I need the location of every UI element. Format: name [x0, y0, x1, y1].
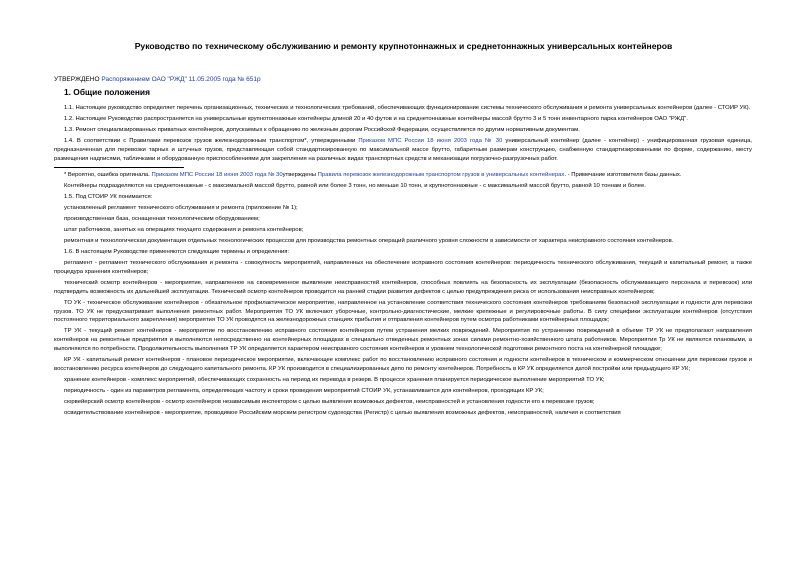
- footnote-divider: [54, 167, 184, 168]
- paragraph-1-5: 1.5. Под СТОИР УК понимается:: [64, 194, 153, 201]
- term-to-uk: ТО УК - техническое обслуживание контейнеров - обязательное профилактическое мероприятие, направленное на установление соответствия технического состояния контейнеров требованиям безопасной эксплуатации и годности для перевозки грузов. ТО УК не предусматривает выполнения ремонтных работ. Мероприятия ТО УК включают уборочные, контрольно-диагностические, мелкие крепежные и регулировочные работы. В силу специфики эксплуатации контейнеров (отсутствия постоянного территориального закрепления) мероприятия ТО УК проводятся на железнодорожных станциях прибытия и отправления контейнеров путем осмотра работниками контейнерных площадок;: [54, 299, 752, 324]
- footnote-text-1: * Вероятно, ошибка оригинала.: [64, 172, 152, 179]
- section-heading: 1. Общие положения: [64, 87, 150, 97]
- term-survey: сюрвейерский осмотр контейнеров - осмотр контейнеров независимым инспектором с целью выявления возможных дефектов, неисправностей и установления годности его к перевозке грузов;: [64, 398, 595, 405]
- paragraph-1-3: 1.3. Ремонт специализированных приватных контейнеров, допускаемых к обращению по железным дорогам Российской Федерации, осуществляется по другим нормативным документам.: [64, 126, 580, 133]
- term-periodicity: периодичность - один из параметров регламента, определяющих частоту и сроки проведения мероприятий СТОИР УК, устанавливается для контейнеров, проходящих КР УК;: [64, 387, 544, 394]
- paragraph-1-6: 1.6. В настоящем Руководстве применяются следующие термины и определения:: [64, 249, 290, 256]
- list-item-documentation: ремонтная и технологическая документация отдельных технологических процессов для производства ремонтных операций различного уровня сложности в зависимости от характера неисправного состояния контейнеров.: [64, 238, 674, 245]
- approval-order-link[interactable]: Распоряжением ОАО "РЖД" 11.05.2005 года № 651р: [101, 76, 261, 83]
- term-kr-uk: КР УК - капитальный ремонт контейнеров - плановое периодическое мероприятие, включающее комплекс работ по восстановлению исправного состояния и годности контейнеров в техническом и коммерческом отношении для перевозки грузов и восстановлению ресурса контейнеров до следующего капитального ремонта. КР УК производится в специализированных депо по ремонту контейнеров. Потребность в КР УК определяется датой постройки или предыдущего КР УК;: [54, 356, 752, 372]
- approval-prefix: УТВЕРЖДЕНО: [54, 76, 102, 83]
- paragraph-1-1: 1.1. Настоящее руководство определяет перечень организационных, технических и технологических требований, обеспечивающих функционирование системы технического обслуживания и ремонта универсальных контейнеров (далее - СТОИР УК).: [64, 105, 751, 111]
- paragraph-classes: Контейнеры подразделяются на среднетоннажные - с максимальной массой брутто, равной или более 3 тонн, но меньше 10 тонн, и крупнотоннажные - с максимальной массой брутто, равной 10 тоннам и более.: [64, 183, 646, 190]
- paragraph-1-4-start: 1.4. В соответствии с Правилами перевозок грузов железнодорожным транспортом*, утвержденными: [64, 137, 359, 144]
- footnote-order-link[interactable]: Приказом МПС России 18 июня 2003 года № 30: [151, 172, 283, 179]
- term-tr-uk: ТР УК - текущий ремонт контейнеров - мероприятие по восстановлению исправного состояния контейнеров путем устранения мелких повреждений. Мероприятия по устранению повреждений в объеме ТР УК не предполагают направления контейнеров на ремонтные предприятия и выполняются непосредственно на контейнерных площадках в специально отведенных ремонтных зонах силами ремонтно-хозяйственного штата работников. Мероприятия Тр УК не являются плановыми, а выполняются по потребности. Продолжительность выполнения ТР УК определяется характером неисправного состояния контейнеров и уровнем технологической подготовки ремонтного поста на контейнерной площадке;: [54, 328, 752, 352]
- paragraph-1-4-end: универсальный контейнер (далее - контейнер) - унифицированная грузовая единица, предназначенная для перевозки тарных и штучных грузов, представляющая собой стандартизированную по максимальной массе брутто, габаритным размерам конструкцию, снабженную стандартизированными по форме, содержанию, месту размещения надписями, табличками и оборудованную приспособлениями для закрепления на различных видах транспортных средств и механизации погрузочно-разгрузочных работ.: [54, 137, 753, 162]
- list-item-staff: штат работников, занятых на операциях текущего содержания и ремонта контейнеров;: [64, 227, 304, 234]
- list-item-base: производственная база, оснащенная технологическим оборудованием;: [64, 216, 260, 223]
- document-title: Руководство по техническому обслуживанию и ремонту крупнотоннажных и среднетоннажных универсальных контейнеров: [134, 41, 673, 51]
- paragraph-1-4: [54, 137, 752, 163]
- term-certification: освидетельствование контейнеров - мероприятие, проводимое Российским морским регистром судоходства (Регистр) с целью выявления возможных дефектов, неисправностей, наличия и соответствия: [64, 409, 621, 416]
- term-storage: хранение контейнеров - комплекс мероприятий, обеспечивающих сохранность на период их перевода в резерв. В процессе хранения планируется периодическое выполнение мероприятий ТО УК;: [64, 376, 605, 383]
- paragraph-1-2: 1.2. Настоящее Руководство распространяется на универсальные крупнотоннажные контейнеры длиной 20 и 40 футов и на среднетоннажные контейнеры массой брутто 3 и 5 тонн инвентарного парка контейнеров ОАО "РЖД".: [64, 115, 688, 122]
- footnote-text-2: утверждены: [282, 172, 318, 179]
- list-item-reglament: установленный регламент технического обслуживания и ремонта (приложение № 1);: [64, 205, 298, 212]
- approval-line: [54, 76, 261, 83]
- footnote-text-3: . - Примечание изготовителя базы данных.: [564, 172, 682, 179]
- term-reglament: регламент - регламент технического обслуживания и ремонта - совокупность мероприятий, направленных на обеспечение исправного состояния контейнеров: периодичность технического обслуживания, текущий и капитальный ремонт, а также процедура хранения контейнеров;: [54, 260, 752, 276]
- footnote: [54, 171, 752, 180]
- term-technical-inspection: технический осмотр контейнеров - мероприятие, направленное на своевременное выявление неисправностей контейнеров, способных повлиять на безопасность их эксплуатации (безопасность обслуживающего персонала и перевозок) или подтвердить возможность их дальнейшей эксплуатации. Технический осмотр контейнеров проводится на ранней стадии развития дефектов с целью предупреждения риска от использования неисправных контейнеров;: [54, 280, 752, 295]
- footnote-rules-link[interactable]: Правила перевозок железнодорожным транспортом грузов в универсальных контейнерах: [317, 172, 565, 179]
- document-body: [54, 104, 752, 420]
- order-mps-link[interactable]: Приказом МПС России 18 июня 2003 года № 30: [358, 137, 503, 144]
